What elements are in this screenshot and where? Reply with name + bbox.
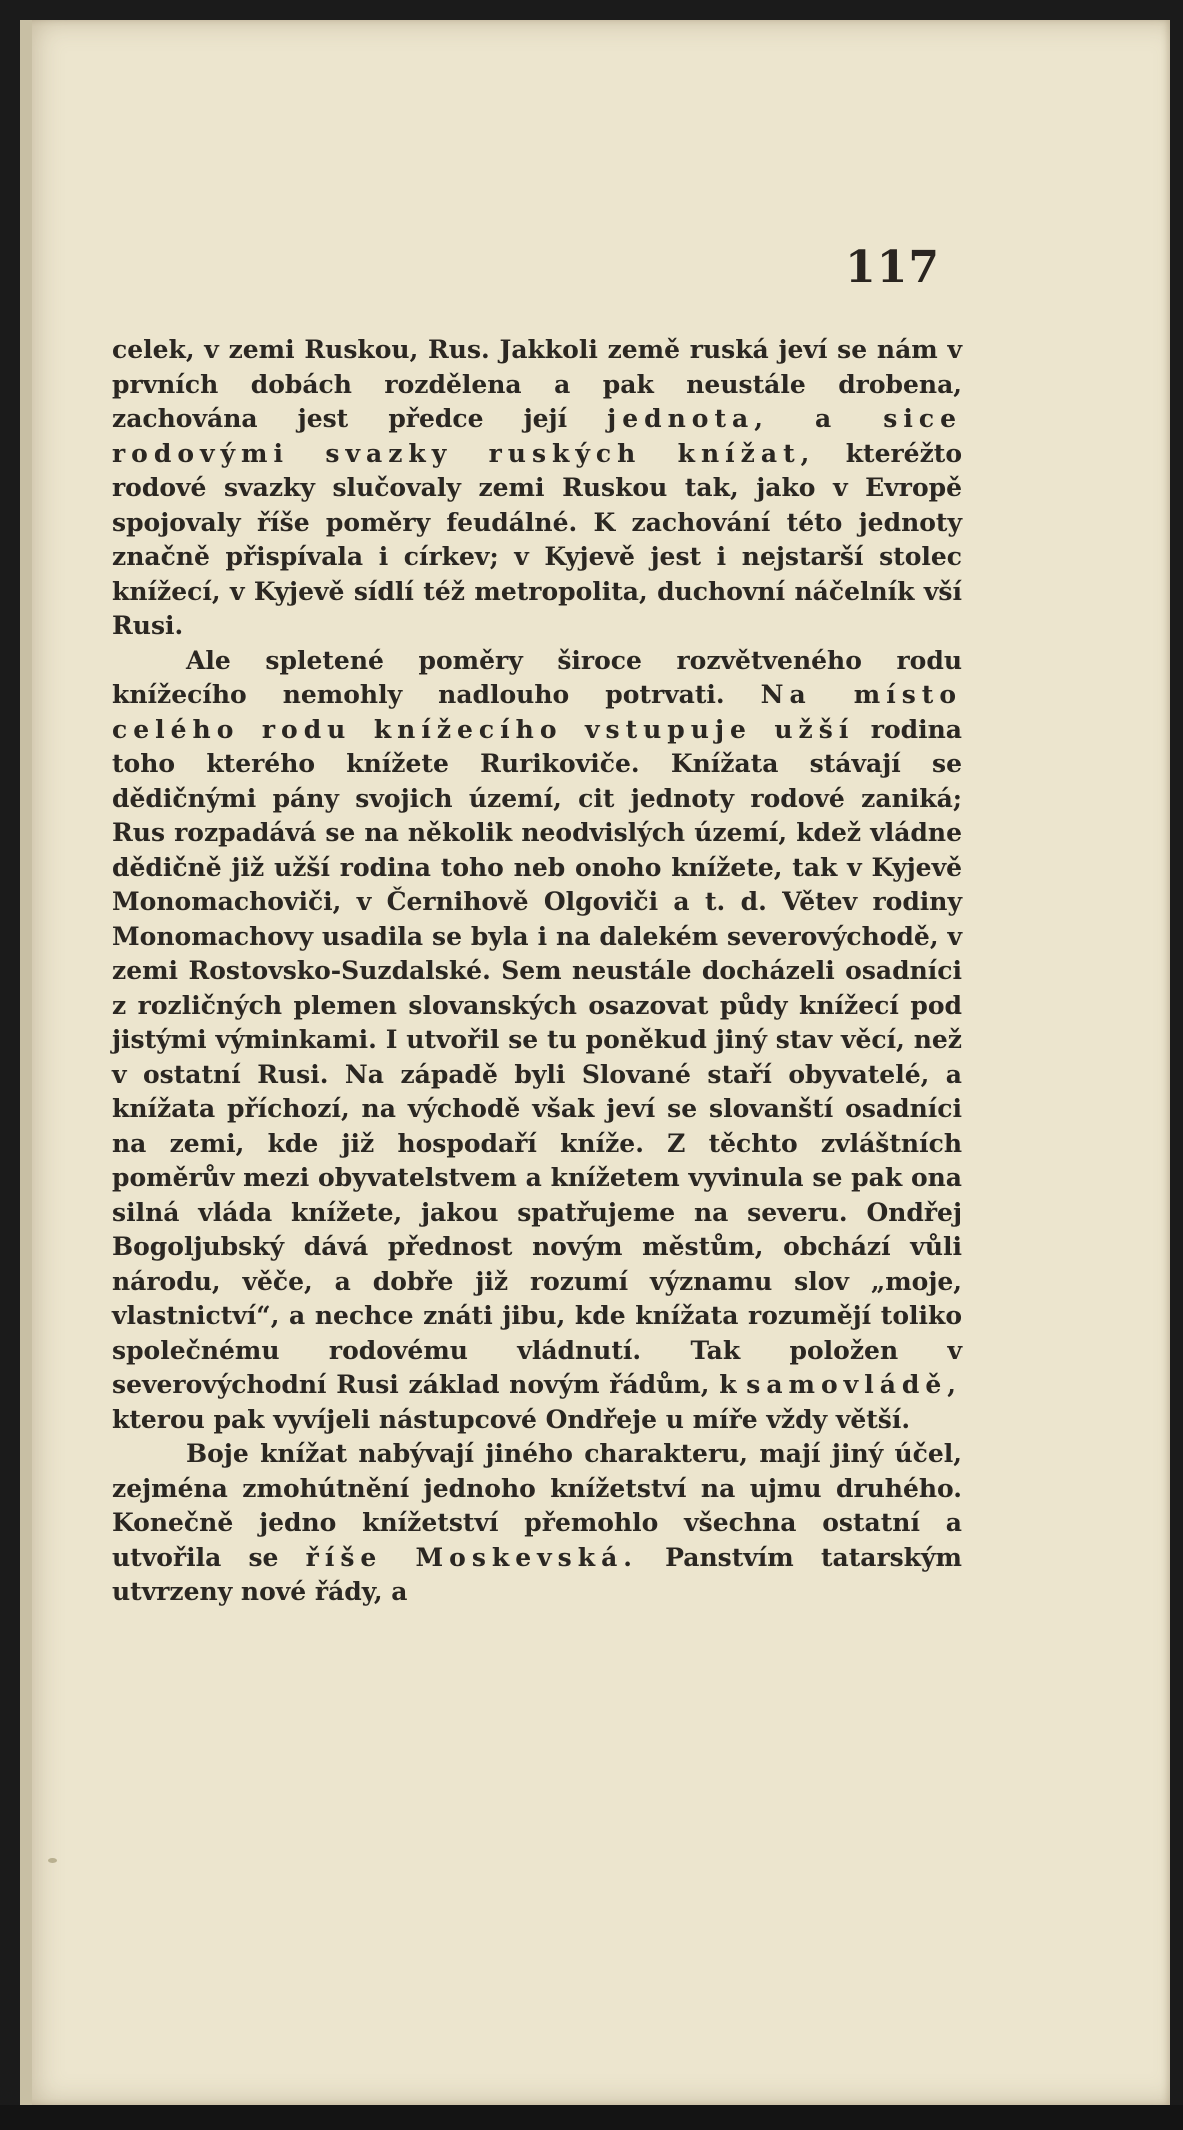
scan-bottom-edge bbox=[0, 2105, 1183, 2130]
text-segment: Panstvím tatarským utvrzeny nové řády, a bbox=[112, 1542, 962, 1606]
text-segment: kteréžto rodové svazky slučovaly zemi Ruskou tak, jako v Evropě spojovaly říše poměry feudálné. K zachování této jednoty značně přispívala i církev; v Kyjevě jest i nejstarší stolec knížecí, v Kyjevě sídlí též metropolita, duchovní náčelník vší Rusi. bbox=[112, 438, 962, 640]
text-segment: Ale spletené poměry široce rozvětveného rodu knížecího nemohly nadlouho potrvati. bbox=[112, 645, 962, 709]
binding-gutter bbox=[20, 20, 32, 2105]
text-segment: celek, v zemi Ruskou, Rus. Jakkoli země ruská jeví se nám v prvních dobách rozdělena a pak neustále drobena, zachována jest předce její bbox=[112, 335, 962, 433]
spaced-emphasis: říše Moskevská. bbox=[305, 1542, 638, 1572]
book-page bbox=[20, 20, 1170, 2105]
page-number: 117 bbox=[845, 242, 940, 293]
paragraph-3 bbox=[112, 1437, 962, 1610]
paragraph-2 bbox=[112, 644, 962, 1438]
paragraph-1 bbox=[112, 333, 962, 644]
spaced-emphasis: jednota, a sice rodovými svazky ruských knížat, bbox=[112, 404, 962, 468]
text-segment: Boje knížat nabývají jiného charakteru, mají jiný účel, zejména zmohútnění jednoho knížetství na ujmu druhého. Konečně jedno knížetství přemohlo všechna ostatní a utvořila se bbox=[112, 1439, 962, 1572]
body-text bbox=[112, 333, 962, 1610]
text-segment: kterou pak vyvíjeli nástupcové Ondřeje u míře vždy větší. bbox=[112, 1404, 911, 1434]
spaced-emphasis: samovládě, bbox=[746, 1370, 962, 1399]
text-segment: rodina toho kterého knížete Rurikoviče. Knížata stávají se dědičnými pány svojich území, cit jednoty rodové zaniká; Rus rozpadává se na několik neodvislých území, kdež vládne dědičně již užší rodina toho neb onoho knížete, tak v Kyjevě Monomachoviči, v Černihově Olgoviči a t. d. Větev rodiny Monomachovy usadila se byla i na dalekém severovýchodě, v zemi Rostovsko-Suzdalské. Sem neustále docházeli osadníci z rozličných plemen slovanských osazovat půdy knížecí pod jistými výminkami. I utvořil se tu poněkud jiný stav věcí, než v ostatní Rusi. Na západě byli Slované staří obyvatelé, a knížata příchozí, na východě však jeví se slovanští osadníci na zemi, kde již hospodaří kníže. Z těchto zvláštních poměrův mezi obyvatelstvem a knížetem vyvinula se pak ona silná vláda knížete, jakou spatřujeme na severu. Ondřej Bogoljubský dává přednost novým městům, obchází vůli národu, věče, a dobře již rozumí významu slov „moje, vlastnictví“, a nechce znáti jibu, kde knížata rozumějí toliko společnému rodovému vládnutí. Tak položen v severovýchodní Rusi základ novým řádům, k bbox=[112, 714, 962, 1399]
spaced-emphasis: Na místo celého rodu knížecího vstupuje užší bbox=[112, 680, 962, 744]
paper-speck bbox=[48, 1858, 57, 1863]
